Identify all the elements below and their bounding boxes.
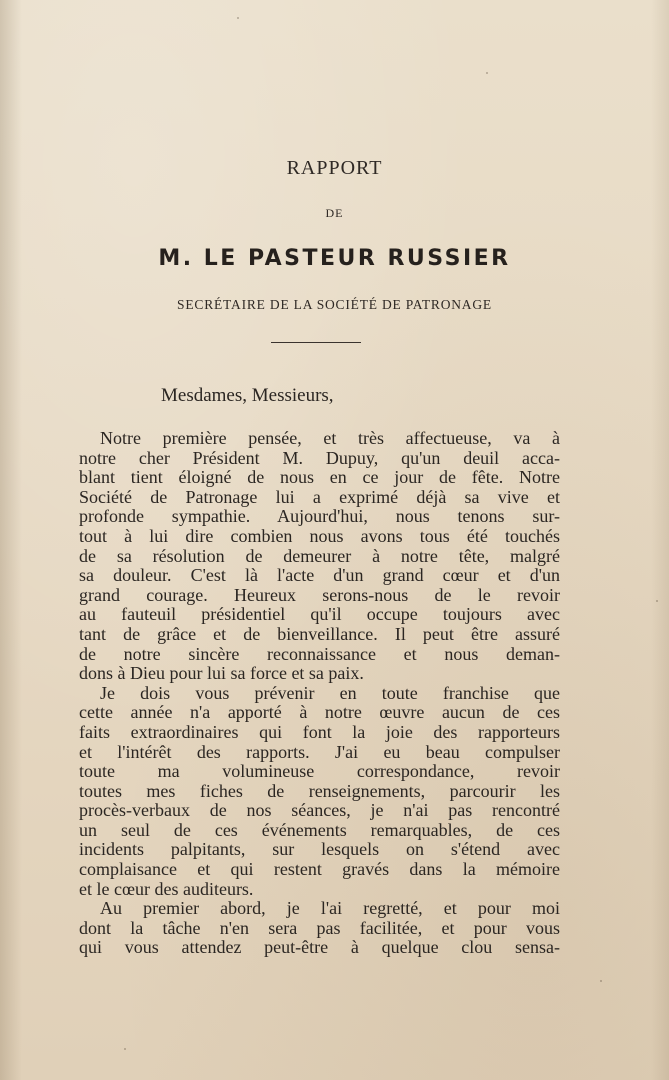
- text-line: notre cher Président M. Dupuy, qu'un deuil acca-: [79, 448, 560, 468]
- text-line: tout à lui dire combien nous avons tous été touchés: [79, 526, 560, 546]
- text-line: toute ma volumineuse correspondance, revoir: [79, 762, 560, 782]
- text-line: procès-verbaux de nos séances, je n'ai pas rencontré: [79, 801, 560, 821]
- text-line: incidents palpitants, sur lesquels on s'étend avec: [79, 840, 560, 860]
- text-line: tant de grâce et de bienveillance. Il peut être assuré: [79, 624, 560, 644]
- paper-speck: [124, 1048, 126, 1050]
- text-line: Au premier abord, je l'ai regretté, et pour moi: [100, 899, 560, 919]
- salutation: Mesdames, Messieurs,: [161, 385, 334, 406]
- text-line: profonde sympathie. Aujourd'hui, nous tenons sur-: [79, 507, 560, 527]
- text-line: sa douleur. C'est là l'acte d'un grand cœur et d'un: [79, 566, 560, 586]
- paper-speck: [237, 17, 239, 19]
- text-line: dont la tâche n'en sera pas facilitée, et pour vous: [79, 918, 560, 938]
- paper-speck: [600, 980, 602, 982]
- text-line: Société de Patronage lui a exprimé déjà sa vive et: [79, 487, 560, 507]
- text-line: qui vous attendez peut-être à quelque clou sensa-: [79, 938, 560, 958]
- body-text: [79, 429, 560, 958]
- author-role: SECRÉTAIRE DE LA SOCIÉTÉ DE PATRONAGE: [177, 297, 492, 312]
- text-line: de notre sincère reconnaissance et nous deman-: [79, 644, 560, 664]
- paper-speck: [656, 600, 658, 602]
- text-line: complaisance et qui restent gravés dans la mémoire: [79, 860, 560, 880]
- text-line: blant tient éloigné de nous en ce jour de fête. Notre: [79, 468, 560, 488]
- text-line: grand courage. Heureux serons-nous de le revoir: [79, 585, 560, 605]
- text-line: dons à Dieu pour lui sa force et sa paix.: [79, 664, 364, 684]
- text-line: cette année n'a apporté à notre œuvre aucun de ces: [79, 703, 560, 723]
- text-line: Je dois vous prévenir en toute franchise que: [100, 683, 560, 703]
- paper-speck: [486, 72, 488, 74]
- report-title-preposition: DE: [325, 206, 344, 220]
- text-line: de sa résolution de demeurer à notre tête, malgré: [79, 546, 560, 566]
- report-title: RAPPORT: [286, 157, 383, 179]
- text-line: toutes mes fiches de renseignements, parcourir les: [79, 781, 560, 801]
- text-line: et le cœur des auditeurs.: [79, 879, 254, 899]
- text-line: un seul de ces événements remarquables, de ces: [79, 820, 560, 840]
- text-line: faits extraordinaires qui font la joie des rapporteurs: [79, 722, 560, 742]
- text-line: au fauteuil présidentiel qu'il occupe toujours avec: [79, 605, 560, 625]
- title-divider: [271, 342, 361, 343]
- text-line: et l'intérêt des rapports. J'ai eu beau compulser: [79, 742, 560, 762]
- text-line: Notre première pensée, et très affectueuse, va à: [100, 429, 560, 448]
- author-name: M. LE PASTEUR RUSSIER: [158, 246, 511, 271]
